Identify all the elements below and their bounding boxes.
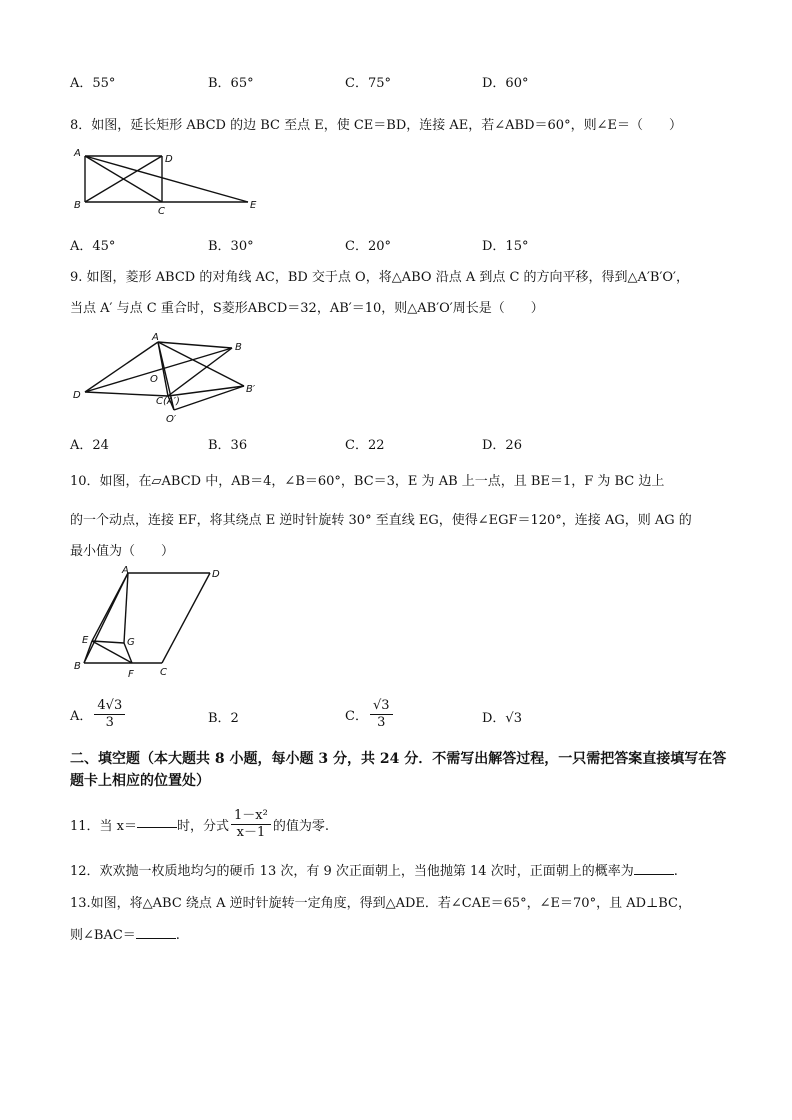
q13-pre: 则∠BAC＝ — [70, 928, 136, 943]
q7-option-a[interactable]: A．55° — [70, 76, 116, 91]
q10-option-c-numerator: √3 — [370, 698, 393, 715]
q7-option-c[interactable]: C．75° — [345, 76, 391, 91]
q10-stem-line1: 10．如图，在▱ABCD 中，AB＝4，∠B＝60°，BC＝3，E 为 AB 上一点，且 BE＝1，F 为 BC 边上 — [70, 474, 665, 489]
q10-stem-line3: 最小值为（ ） — [70, 544, 175, 559]
q11-numerator: 1－x² — [231, 808, 271, 825]
q9-option-d[interactable]: D．26 — [482, 438, 522, 453]
q10-label-d: D — [212, 569, 220, 580]
q13-answer-blank[interactable] — [136, 926, 176, 939]
q11-pre: 11．当 x＝ — [70, 819, 138, 834]
q8-label-d: D — [165, 154, 173, 165]
q10-label-f: F — [128, 669, 134, 680]
q9-label-oprime: O′ — [166, 414, 177, 425]
q9-option-c[interactable]: C．22 — [345, 438, 385, 453]
q9-label-bprime: B′ — [246, 384, 256, 395]
q10-label-a: A — [122, 565, 129, 576]
q9-options — [70, 434, 630, 456]
q10-option-c-label: C． — [345, 709, 368, 724]
q13-stem-line1: 13.如图，将△ABC 绕点 A 逆时针旋转一定角度，得到△ADE．若∠CAE＝65°，∠E＝70°，且 AD⊥BC， — [70, 896, 691, 911]
q11-denominator: x－1 — [236, 825, 266, 840]
q11-answer-blank[interactable] — [137, 815, 177, 828]
q11 — [70, 808, 329, 841]
q9-label-a: A — [152, 332, 159, 343]
q9-option-a[interactable]: A．24 — [70, 438, 109, 453]
q8-option-b[interactable]: B．30° — [208, 239, 254, 254]
q9-option-b[interactable]: B．36 — [208, 438, 248, 453]
q7-options — [70, 72, 630, 94]
q9-label-b: B — [235, 342, 242, 353]
q8-label-c: C — [158, 206, 165, 217]
q7-option-b[interactable]: B．65° — [208, 76, 254, 91]
q8-option-c[interactable]: C．20° — [345, 239, 391, 254]
q7-option-d[interactable]: D．60° — [482, 76, 529, 91]
q11-mid: 时，分式 — [177, 819, 230, 834]
q10-option-d[interactable]: D．√3 — [482, 711, 522, 726]
q10-option-a-label: A． — [70, 709, 93, 724]
q10-option-a[interactable] — [70, 698, 127, 731]
q13-post: . — [175, 928, 180, 943]
q8-option-d[interactable]: D．15° — [482, 239, 529, 254]
q8-label-a: A — [74, 148, 81, 159]
q9-label-o: O — [150, 374, 158, 385]
q9-label-c: C(A′) — [156, 396, 180, 407]
q11-post: 的值为零. — [272, 819, 329, 834]
q9-figure — [70, 330, 270, 425]
q8-stem: 8．如图，延长矩形 ABCD 的边 BC 至点 E，使 CE＝BD，连接 AE，若∠ABD＝60°，则∠E＝（ ） — [70, 118, 682, 133]
q8-label-b: B — [74, 200, 81, 211]
q8-options — [70, 235, 630, 257]
q9-stem-line1: 9. 如图，菱形 ABCD 的对角线 AC，BD 交于点 O，将△ABO 沿点 A 到点 C 的方向平移，得到△A′B′O′， — [70, 270, 690, 285]
q10-label-c: C — [160, 667, 167, 678]
q8-figure — [70, 144, 270, 218]
q10-options — [70, 692, 630, 738]
q10-option-b[interactable]: B．2 — [208, 711, 239, 726]
q12 — [70, 860, 678, 879]
q10-option-a-fraction — [94, 698, 125, 731]
q12-text: 12．欢欢抛一枚质地均匀的硬币 13 次，有 9 次正面朝上，当他抛第 14 次时，正面朝上的概率为 — [70, 864, 634, 879]
q10-option-a-denominator: 3 — [105, 715, 114, 730]
q10-stem-line2: 的一个动点，连接 EF，将其绕点 E 逆时针旋转 30° 至直线 EG，使得∠EGF＝120°，连接 AG，则 AG 的 — [70, 513, 692, 528]
q8-option-a[interactable]: A．45° — [70, 239, 116, 254]
q10-option-c-denominator: 3 — [377, 715, 386, 730]
q10-label-b: B — [74, 661, 81, 672]
q10-label-g: G — [127, 637, 135, 648]
q10-option-c[interactable] — [345, 698, 395, 731]
q8-label-e: E — [250, 200, 257, 211]
q10-option-c-fraction — [370, 698, 393, 731]
q10-label-e: E — [82, 635, 89, 646]
q9-label-d: D — [73, 390, 81, 401]
section2-heading: 二、填空题（本大题共 8 小题，每小题 3 分，共 24 分．不需写出解答过程，一只需把答案直接填写在答题卡上相应的位置处） — [70, 751, 727, 789]
q9-stem-line2: 当点 A′ 与点 C 重合时，S菱形ABCD＝32，AB′＝10，则△AB′O′周长是（ ） — [70, 301, 544, 316]
q10-option-a-numerator: 4√3 — [94, 698, 125, 715]
q12-answer-blank[interactable] — [634, 862, 674, 875]
q11-fraction — [231, 808, 271, 841]
q12-post: . — [673, 864, 678, 879]
q13-stem-line2 — [70, 924, 180, 943]
q10-figure — [70, 565, 250, 680]
